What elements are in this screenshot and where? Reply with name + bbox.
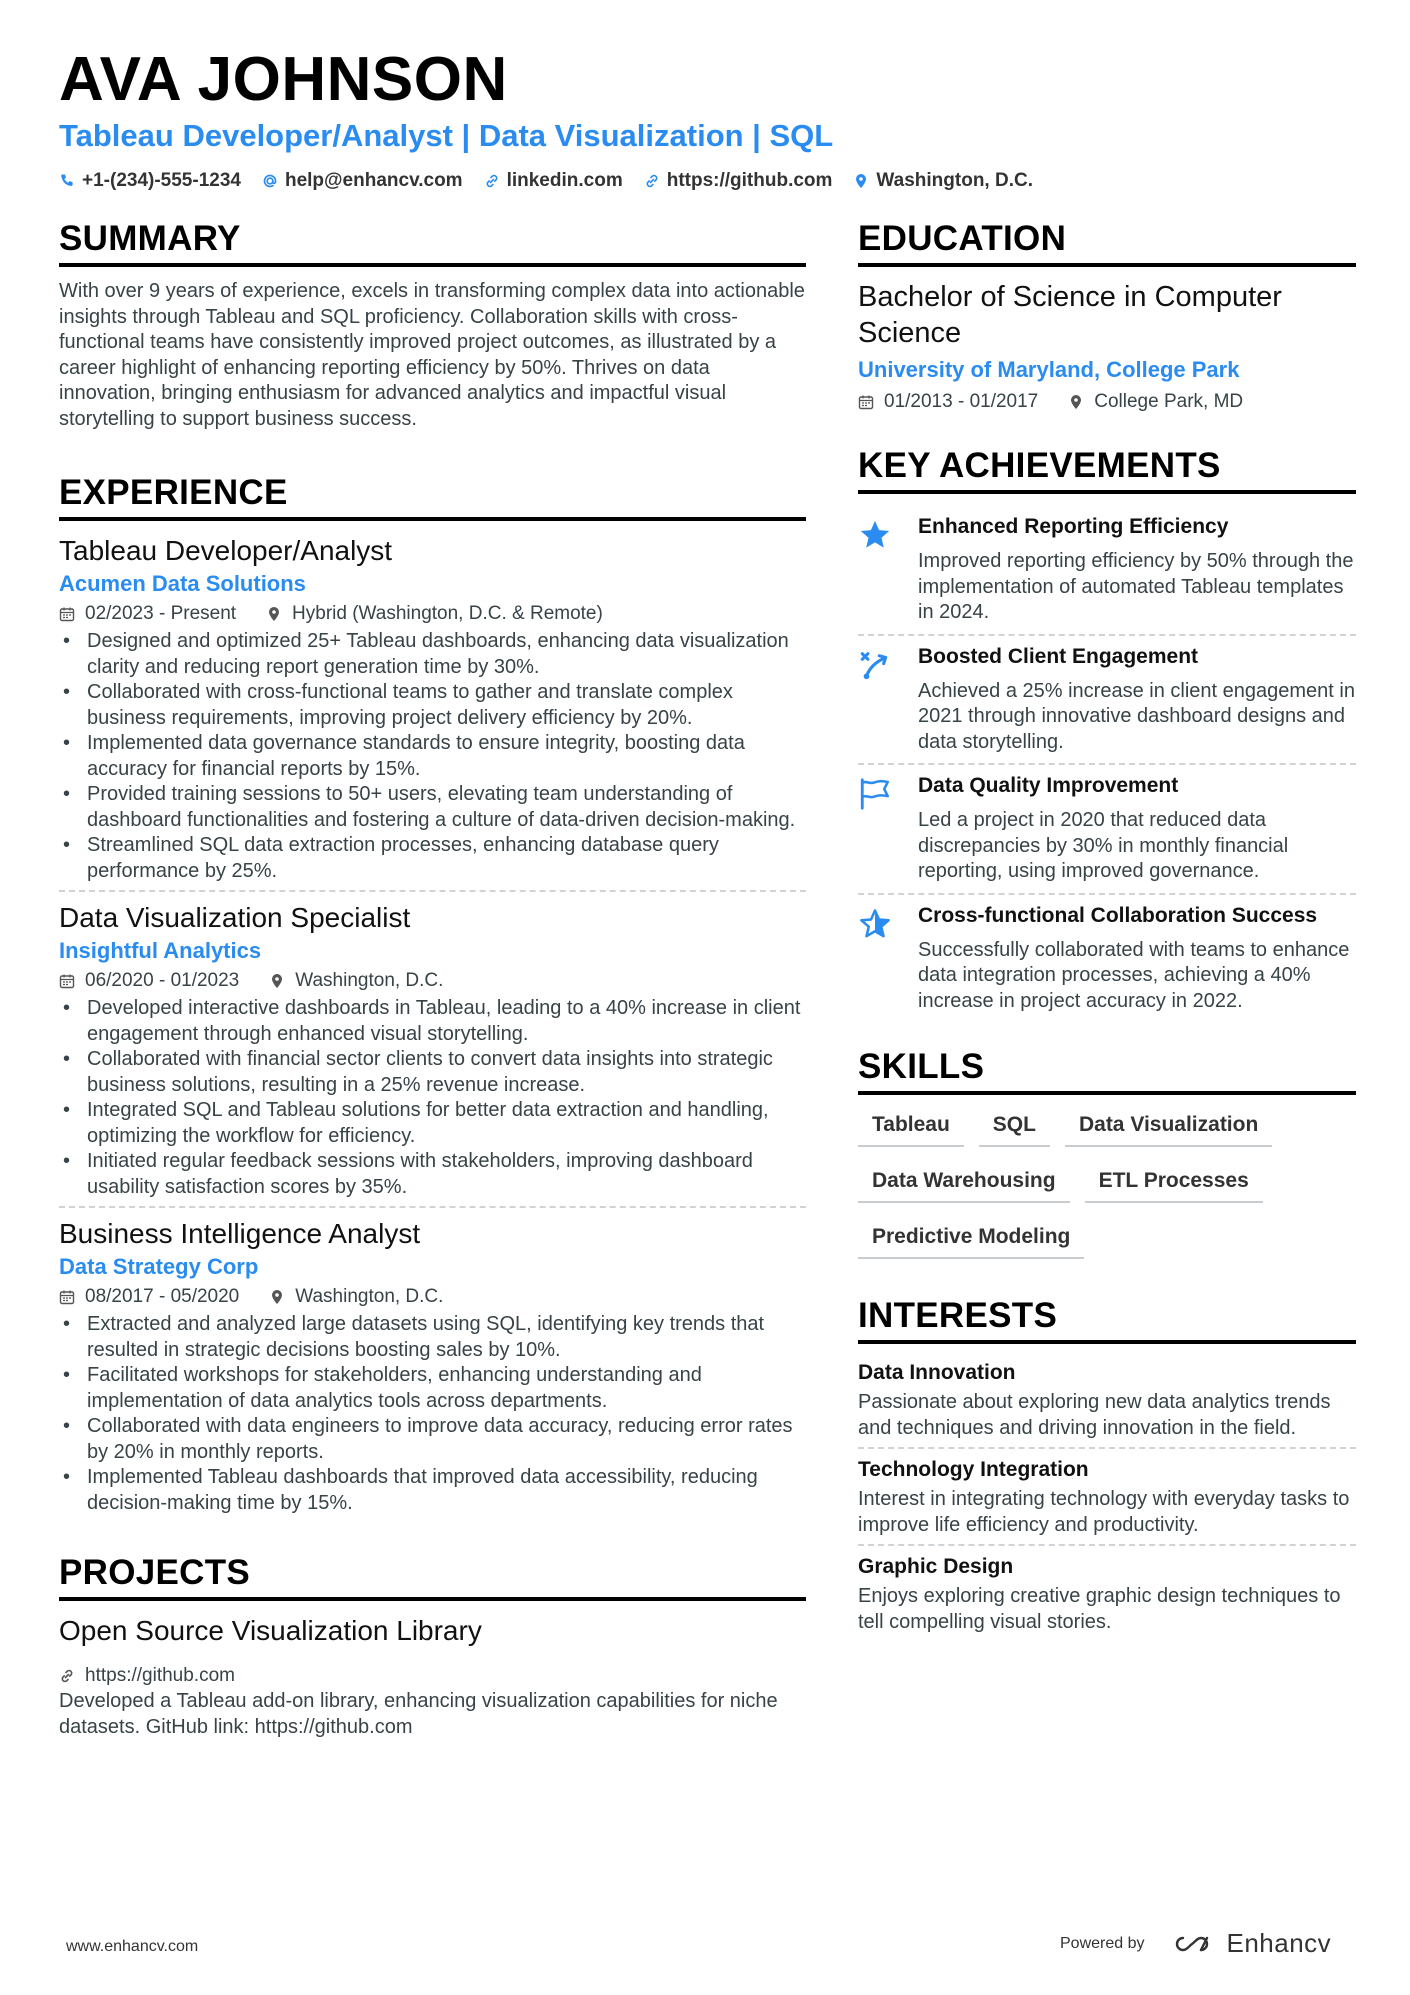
link-icon [484, 173, 500, 189]
skill-tag: Predictive Modeling [858, 1219, 1084, 1259]
interest-title: Data Innovation [858, 1361, 1016, 1384]
achievement-title: Cross-functional Collaboration Success [918, 903, 1318, 927]
job-bullet: • Collaborated with data engineers to improve data accuracy, reducing error rates by 20% in monthly reports. [59, 1414, 806, 1465]
job-location-text: Hybrid (Washington, D.C. & Remote) [292, 603, 603, 624]
achievement-body [918, 644, 1356, 756]
interest-title: Graphic Design [858, 1555, 1014, 1578]
brand-logo[interactable] [1171, 1928, 1332, 1959]
interest-item [858, 1544, 1356, 1641]
calendar-icon [59, 1289, 75, 1305]
job-location [269, 1284, 443, 1310]
skill-tag: Data Warehousing [858, 1163, 1070, 1203]
job-dates-text: 02/2023 - Present [85, 603, 237, 624]
experience-section [59, 472, 806, 1522]
interest-item [858, 1356, 1356, 1447]
contact-location [853, 170, 1033, 192]
calendar-icon [59, 973, 75, 989]
job-bullet: • Streamlined SQL data extraction processes, enhancing database query performance by 25%. [59, 833, 806, 884]
education-dates-text: 01/2013 - 01/2017 [884, 391, 1039, 412]
achievements-section [858, 445, 1356, 1022]
job-bullet: • Initiated regular feedback sessions with stakeholders, improving dashboard usability satisfaction scores by 35%. [59, 1149, 806, 1200]
job-location-text: Washington, D.C. [295, 1286, 444, 1307]
job-entry [59, 890, 806, 1206]
education-school: University of Maryland, College Park [858, 357, 1240, 382]
job-bullet: • Facilitated workshops for stakeholders, enhancing understanding and implementation of data analytics tools across departments. [59, 1363, 806, 1414]
contact-location-text: Washington, D.C. [876, 170, 1033, 191]
achievement-description: Achieved a 25% increase in client engagement in 2021 through innovative dashboard designs and data storytelling. [918, 679, 1355, 753]
projects-heading: PROJECTS [59, 1552, 806, 1601]
education-location-text: College Park, MD [1094, 391, 1244, 412]
achievement-item [858, 506, 1356, 634]
job-meta [59, 968, 806, 994]
strategy-arrow-icon [858, 648, 892, 682]
job-dates [59, 968, 239, 994]
achievement-icon-wrap [858, 773, 918, 885]
skills-list [858, 1107, 1356, 1275]
interests-section [858, 1295, 1356, 1641]
achievement-description: Led a project in 2020 that reduced data discrepancies by 30% in monthly financial reporting, using improved governance. [918, 809, 1289, 882]
location-pin-icon [853, 173, 869, 189]
job-entry [59, 533, 806, 890]
interest-item [858, 1447, 1356, 1544]
phone-icon [59, 173, 75, 189]
achievement-body [918, 773, 1356, 885]
location-pin-icon [266, 606, 282, 622]
left-column [59, 218, 806, 1740]
job-company: Data Strategy Corp [59, 1254, 259, 1279]
achievement-title: Data Quality Improvement [918, 774, 1179, 797]
education-section [858, 218, 1356, 415]
education-meta [858, 389, 1356, 415]
job-dates [59, 1284, 239, 1310]
job-company: Acumen Data Solutions [59, 571, 306, 596]
job-bullet: • Provided training sessions to 50+ users, elevating team understanding of dashboard functionalities and fostering a culture of data-driven decision-making. [59, 782, 806, 833]
job-bullet: • Implemented Tableau dashboards that improved data accessibility, reducing decision-making time by 15%. [59, 1465, 806, 1516]
job-dates [59, 601, 236, 627]
contact-phone[interactable] [59, 170, 241, 192]
project-link-text: https://github.com [85, 1665, 235, 1686]
job-title: Business Intelligence Analyst [59, 1218, 421, 1249]
contact-phone-text: +1-(234)-555-1234 [82, 170, 241, 191]
at-icon [262, 173, 278, 189]
powered-by-label: Powered by [1060, 1934, 1145, 1952]
achievement-title: Boosted Client Engagement [918, 644, 1199, 668]
star-outline-icon [858, 907, 892, 941]
achievement-description: Improved reporting efficiency by 50% through the implementation of automated Tableau templates in 2024. [918, 550, 1354, 623]
achievement-title: Enhanced Reporting Efficiency [918, 515, 1229, 538]
location-pin-icon [1068, 394, 1084, 410]
job-title: Data Visualization Specialist [59, 902, 411, 933]
location-pin-icon [269, 1289, 285, 1305]
contact-bar [59, 168, 1054, 194]
job-location [269, 968, 443, 994]
achievement-icon-wrap [858, 903, 918, 1015]
contact-email[interactable] [262, 170, 463, 192]
skills-heading: SKILLS [858, 1046, 1356, 1095]
job-bullets [59, 996, 806, 1200]
link-icon [644, 173, 660, 189]
interests-heading: INTERESTS [858, 1295, 1356, 1344]
interest-description: Enjoys exploring creative graphic design techniques to tell compelling visual stories. [858, 1585, 1341, 1633]
projects-section [59, 1552, 806, 1740]
achievement-item [858, 634, 1356, 764]
skills-section [858, 1046, 1356, 1275]
achievement-icon-wrap [858, 644, 918, 756]
job-title: Tableau Developer/Analyst [59, 535, 393, 566]
job-entry [59, 1206, 806, 1522]
calendar-icon [858, 394, 874, 410]
contact-linkedin-text: linkedin.com [506, 170, 623, 191]
experience-heading: EXPERIENCE [59, 472, 806, 521]
summary-section [59, 218, 806, 432]
calendar-icon [59, 606, 75, 622]
footer-website[interactable]: www.enhancv.com [66, 1938, 199, 1955]
job-dates-text: 06/2020 - 01/2023 [85, 970, 240, 991]
job-bullet: • Designed and optimized 25+ Tableau dashboards, enhancing data visualization clarity and reducing report generation time by 30%. [59, 629, 806, 680]
interest-description: Passionate about exploring new data analytics trends and techniques and driving innovation in the field. [858, 1391, 1331, 1439]
interest-description: Interest in integrating technology with everyday tasks to improve life efficiency and productivity. [858, 1488, 1350, 1536]
skill-tag: ETL Processes [1085, 1163, 1263, 1203]
interest-title: Technology Integration [858, 1458, 1089, 1481]
footer-branding [1060, 1928, 1331, 1959]
summary-heading: SUMMARY [59, 218, 806, 267]
project-description: Developed a Tableau add-on library, enhancing visualization capabilities for niche datasets. GitHub link: https://github.com [59, 1690, 778, 1738]
candidate-headline: Tableau Developer/Analyst | Data Visualization | SQL [59, 118, 834, 153]
contact-email-text: help@enhancv.com [284, 170, 463, 191]
project-title: Open Source Visualization Library [59, 1615, 482, 1646]
job-location-text: Washington, D.C. [295, 970, 444, 991]
job-dates-text: 08/2017 - 05/2020 [85, 1286, 240, 1307]
summary-text: With over 9 years of experience, excels in transforming complex data into actionable insights through Tableau and SQL proficiency. Collaboration skills with cross-functional teams have consistently improved project outcomes, as illustrated by a career highlight of enhancing reporting efficiency by 50%. Thrives on data innovation, bringing enthusiasm for advanced analytics and impactful visual storytelling to support business success. [59, 280, 805, 430]
education-heading: EDUCATION [858, 218, 1356, 267]
link-icon [59, 1668, 75, 1684]
project-link[interactable] [59, 1663, 806, 1689]
job-location [266, 601, 603, 627]
enhancv-logo-icon [1171, 1932, 1217, 1956]
job-bullet: • Collaborated with cross-functional teams to gather and translate complex business requirements, improving project delivery efficiency by 20%. [59, 680, 806, 731]
contact-linkedin[interactable] [484, 170, 623, 192]
right-column [858, 218, 1356, 1641]
brand-name: Enhancv [1226, 1928, 1332, 1958]
job-bullet: • Collaborated with financial sector clients to convert data insights into strategic business solutions, resulting in a 25% revenue increase. [59, 1047, 806, 1098]
candidate-name: AVA JOHNSON [59, 45, 508, 114]
achievement-body [918, 903, 1356, 1015]
skill-tag: Data Visualization [1065, 1107, 1272, 1147]
achievement-item [858, 763, 1356, 893]
job-company: Insightful Analytics [59, 938, 262, 963]
achievements-heading: KEY ACHIEVEMENTS [858, 445, 1356, 494]
achievement-icon-wrap [858, 514, 918, 626]
education-dates [858, 389, 1038, 415]
education-location [1068, 389, 1243, 415]
job-bullets [59, 1312, 806, 1516]
job-meta [59, 1284, 806, 1310]
job-bullet: • Implemented data governance standards to ensure integrity, boosting data accuracy for financial reports by 15%. [59, 731, 806, 782]
flag-icon [858, 777, 892, 811]
achievement-body [918, 514, 1356, 626]
star-icon [858, 518, 892, 552]
job-bullet: • Extracted and analyzed large datasets using SQL, identifying key trends that resulted in strategic decisions boosting sales by 10%. [59, 1312, 806, 1363]
achievement-description: Successfully collaborated with teams to enhance data integration processes, achieving a 40% increase in project accuracy in 2022. [918, 938, 1350, 1012]
job-meta [59, 601, 806, 627]
job-bullet: • Integrated SQL and Tableau solutions for better data extraction and handling, optimizing the workflow for efficiency. [59, 1098, 806, 1149]
job-bullets [59, 629, 806, 884]
job-bullet: • Developed interactive dashboards in Tableau, leading to a 40% increase in client engagement through enhanced visual storytelling. [59, 996, 806, 1047]
contact-github-text: https://github.com [666, 170, 833, 191]
achievement-item [858, 893, 1356, 1023]
contact-github[interactable] [644, 170, 833, 192]
education-degree: Bachelor of Science in Computer Science [858, 281, 1282, 349]
skill-tag: SQL [979, 1107, 1050, 1147]
location-pin-icon [269, 973, 285, 989]
skill-tag: Tableau [858, 1107, 964, 1147]
